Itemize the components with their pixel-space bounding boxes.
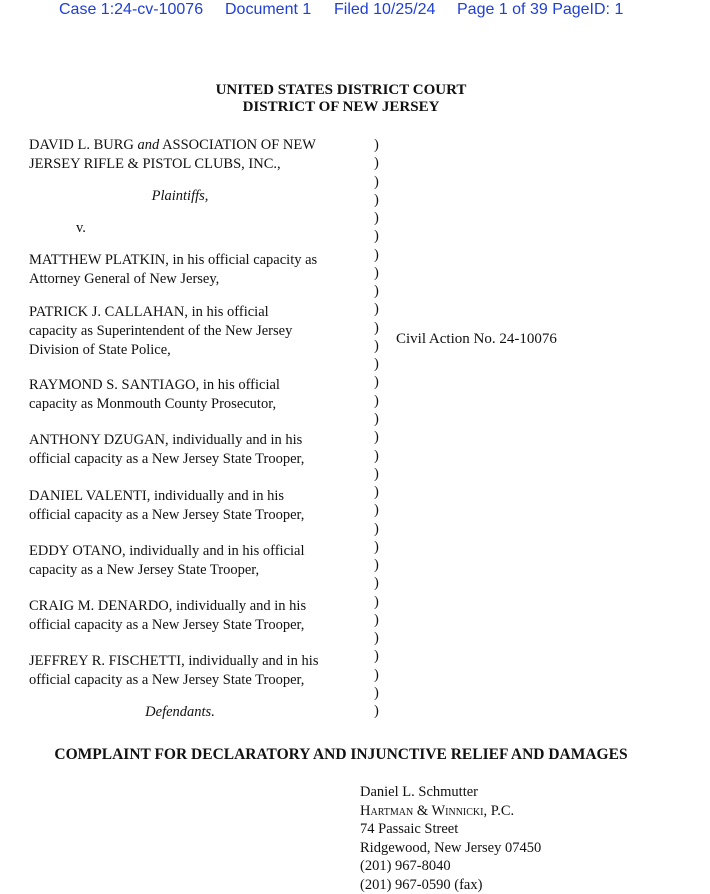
defendant-platkin xyxy=(29,251,369,289)
caption-paren: ) xyxy=(374,483,386,501)
caption-paren: ) xyxy=(374,666,386,684)
defendant-line: PATRICK J. CALLAHAN, in his official xyxy=(29,303,369,322)
defendant-dzugan xyxy=(29,431,369,469)
caption-paren: ) xyxy=(374,556,386,574)
defendant-line: JEFFREY R. FISCHETTI, individually and in his xyxy=(29,652,369,671)
caption-paren: ) xyxy=(374,373,386,391)
caption-paren: ) xyxy=(374,574,386,592)
filed-date-header: Filed 10/25/24 xyxy=(334,1,435,19)
court-line-2: DISTRICT OF NEW JERSEY xyxy=(0,99,682,116)
caption-paren: ) xyxy=(374,300,386,318)
court-name xyxy=(0,82,682,116)
caption-paren: ) xyxy=(374,647,386,665)
plaintiff-name-b: ASSOCIATION OF NEW xyxy=(159,137,316,153)
caption-paren: ) xyxy=(374,410,386,428)
page-id-header: Page 1 of 39 PageID: 1 xyxy=(457,1,623,19)
defendant-line: Division of State Police, xyxy=(29,341,369,360)
caption-paren: ) xyxy=(374,629,386,647)
plaintiffs-line-1 xyxy=(29,136,369,155)
defendant-otano xyxy=(29,542,369,580)
defendant-santiago xyxy=(29,376,369,414)
defendant-line: MATTHEW PLATKIN, in his official capacity as xyxy=(29,251,369,270)
caption-paren: ) xyxy=(374,520,386,538)
plaintiffs-block xyxy=(29,136,369,174)
plaintiff-name-a: DAVID L. BURG xyxy=(29,137,138,153)
defendant-line: Attorney General of New Jersey, xyxy=(29,270,369,289)
defendant-valenti xyxy=(29,487,369,525)
plaintiffs-role: Plaintiffs, xyxy=(0,187,360,206)
caption-paren: ) xyxy=(374,684,386,702)
counsel-block xyxy=(360,783,541,894)
defendant-callahan xyxy=(29,303,369,360)
caption-paren: ) xyxy=(374,428,386,446)
counsel-name: Daniel L. Schmutter xyxy=(360,783,541,802)
defendant-denardo xyxy=(29,597,369,635)
case-number-header: Case 1:24-cv-10076 xyxy=(59,1,203,19)
caption-paren: ) xyxy=(374,465,386,483)
defendants-role: Defendants. xyxy=(0,703,360,722)
defendant-line: CRAIG M. DENARDO, individually and in his xyxy=(29,597,369,616)
plaintiffs-line-2: JERSEY RIFLE & PISTOL CLUBS, INC., xyxy=(29,155,369,174)
defendant-line: official capacity as a New Jersey State Trooper, xyxy=(29,671,369,690)
defendant-line: official capacity as a New Jersey State Trooper, xyxy=(29,506,369,525)
caption-paren: ) xyxy=(374,702,386,720)
defendant-line: capacity as Monmouth County Prosecutor, xyxy=(29,395,369,414)
defendant-line: EDDY OTANO, individually and in his official xyxy=(29,542,369,561)
caption-paren: ) xyxy=(374,191,386,209)
defendant-fischetti xyxy=(29,652,369,690)
counsel-city: Ridgewood, New Jersey 07450 xyxy=(360,839,541,858)
counsel-firm: Hartman & Winnicki, P.C. xyxy=(360,802,541,821)
caption-paren: ) xyxy=(374,501,386,519)
caption-paren: ) xyxy=(374,593,386,611)
caption-paren: ) xyxy=(374,264,386,282)
caption-paren: ) xyxy=(374,209,386,227)
caption-paren: ) xyxy=(374,611,386,629)
caption-paren: ) xyxy=(374,154,386,172)
counsel-street: 74 Passaic Street xyxy=(360,820,541,839)
defendant-line: capacity as Superintendent of the New Jersey xyxy=(29,322,369,341)
caption-paren: ) xyxy=(374,282,386,300)
plaintiff-conjunction: and xyxy=(138,137,160,153)
counsel-phone: (201) 967-8040 xyxy=(360,857,541,876)
court-line-1: UNITED STATES DISTRICT COURT xyxy=(0,82,682,99)
caption-paren: ) xyxy=(374,173,386,191)
caption-paren: ) xyxy=(374,319,386,337)
complaint-title: COMPLAINT FOR DECLARATORY AND INJUNCTIVE RELIEF AND DAMAGES xyxy=(0,746,682,764)
filing-header xyxy=(0,0,710,22)
defendant-line: ANTHONY DZUGAN, individually and in his xyxy=(29,431,369,450)
caption-paren: ) xyxy=(374,355,386,373)
caption-paren: ) xyxy=(374,447,386,465)
counsel-fax: (201) 967-0590 (fax) xyxy=(360,876,541,894)
caption-paren: ) xyxy=(374,227,386,245)
versus: v. xyxy=(76,219,416,238)
defendant-line: capacity as a New Jersey State Trooper, xyxy=(29,561,369,580)
caption-paren: ) xyxy=(374,246,386,264)
caption-paren: ) xyxy=(374,538,386,556)
defendant-line: official capacity as a New Jersey State Trooper, xyxy=(29,616,369,635)
document-number-header: Document 1 xyxy=(225,1,311,19)
defendant-line: official capacity as a New Jersey State Trooper, xyxy=(29,450,369,469)
defendant-line: DANIEL VALENTI, individually and in his xyxy=(29,487,369,506)
caption-paren: ) xyxy=(374,136,386,154)
defendant-line: RAYMOND S. SANTIAGO, in his official xyxy=(29,376,369,395)
caption-paren: ) xyxy=(374,337,386,355)
caption-paren: ) xyxy=(374,392,386,410)
caption-bracket xyxy=(374,136,386,721)
civil-action-number: Civil Action No. 24-10076 xyxy=(396,331,557,348)
